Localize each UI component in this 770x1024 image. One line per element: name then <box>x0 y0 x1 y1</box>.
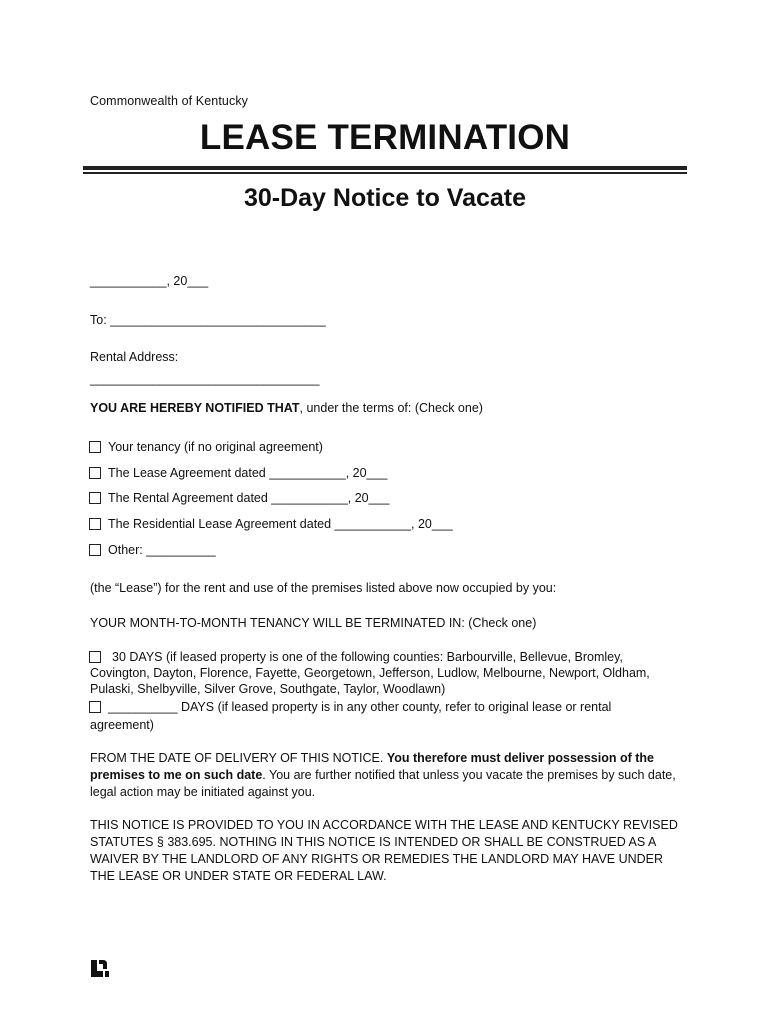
statute-paragraph: THIS NOTICE IS PROVIDED TO YOU IN ACCORDANCE WITH THE LEASE AND KENTUCKY REVISED STATUTES § 383.695. NOTHING IN THIS NOTICE IS INTENDED OR SHALL BE CONSTRUED AS A WAIVER BY THE LANDLORD OF ANY RIGHTS OR REMEDIES THE LANDLORD MAY HAVE UNDER THE LEASE OR UNDER STATE OR FEDERAL LAW. <box>90 818 678 883</box>
date-field[interactable]: ___________, 20___ <box>90 274 209 288</box>
rental-address-label: Rental Address: <box>90 350 179 364</box>
lease-description: (the “Lease”) for the rent and use of the premises listed above now occupied by you: <box>90 581 557 595</box>
checkbox-icon[interactable] <box>89 467 101 479</box>
delivery-text-rest: . You are further notified that unless you vacate the premises by such date, legal action may be initiated against you. <box>90 768 676 799</box>
term-option-label: 30 DAYS (if leased property is one of the following counties: Barbourville, Bellevue, Bromley, <box>112 650 623 664</box>
checkbox-icon[interactable] <box>89 701 101 713</box>
agreement-option-label: The Lease Agreement dated ___________, 20___ <box>108 466 388 480</box>
term-option-label-cont: Covington, Dayton, Florence, Fayette, Georgetown, Jefferson, Ludlow, Melbourne, Newport, Oldham, <box>90 666 650 680</box>
checkbox-icon[interactable] <box>89 518 101 530</box>
notice-lead <box>90 401 483 415</box>
title-divider-thick <box>83 166 687 170</box>
agreement-option-label: Other: __________ <box>108 543 216 557</box>
checkbox-icon[interactable] <box>89 492 101 504</box>
term-option-label-cont: agreement) <box>90 718 154 732</box>
term-option-label: __________ DAYS (if leased property is in any other county, refer to original lease or rental <box>108 700 612 714</box>
document-title: LEASE TERMINATION <box>199 118 571 157</box>
agreement-option-label: The Rental Agreement dated ___________, 20___ <box>108 491 390 505</box>
checkbox-icon[interactable] <box>89 651 101 663</box>
legal-templates-logo-icon <box>90 958 110 978</box>
notice-lead-bold: YOU ARE HEREBY NOTIFIED THAT <box>90 401 300 415</box>
agreement-option[interactable] <box>89 517 453 531</box>
delivery-text: FROM THE DATE OF DELIVERY OF THIS NOTICE. <box>90 751 387 765</box>
term-option-other-days[interactable] <box>89 700 611 714</box>
term-option-30-days[interactable] <box>89 650 623 664</box>
checkbox-icon[interactable] <box>89 441 101 453</box>
notice-lead-rest: , under the terms of: (Check one) <box>299 401 483 415</box>
agreement-option[interactable] <box>89 543 216 557</box>
agreement-option[interactable] <box>89 440 323 454</box>
agreement-option[interactable] <box>89 466 387 480</box>
rental-address-field[interactable]: _________________________________ <box>90 372 320 386</box>
agreement-option[interactable] <box>89 491 389 505</box>
term-option-label-cont: Pulaski, Shelbyville, Silver Grove, Southgate, Taylor, Woodlawn) <box>90 682 446 696</box>
delivery-paragraph <box>90 750 690 801</box>
document-subtitle: 30-Day Notice to Vacate <box>243 184 527 212</box>
title-divider-thin <box>83 172 687 174</box>
tenancy-heading: YOUR MONTH-TO-MONTH TENANCY WILL BE TERMINATED IN: (Check one) <box>90 616 537 630</box>
recipient-field[interactable]: To: _______________________________ <box>90 313 326 327</box>
agreement-option-label: The Residential Lease Agreement dated ___________, 20___ <box>108 517 453 531</box>
delivery-text-bold: You therefore must deliver possession of the premises to me on such date <box>90 751 654 782</box>
agreement-option-label: Your tenancy (if no original agreement) <box>108 440 323 454</box>
checkbox-icon[interactable] <box>89 544 101 556</box>
state-label: Commonwealth of Kentucky <box>90 94 249 108</box>
